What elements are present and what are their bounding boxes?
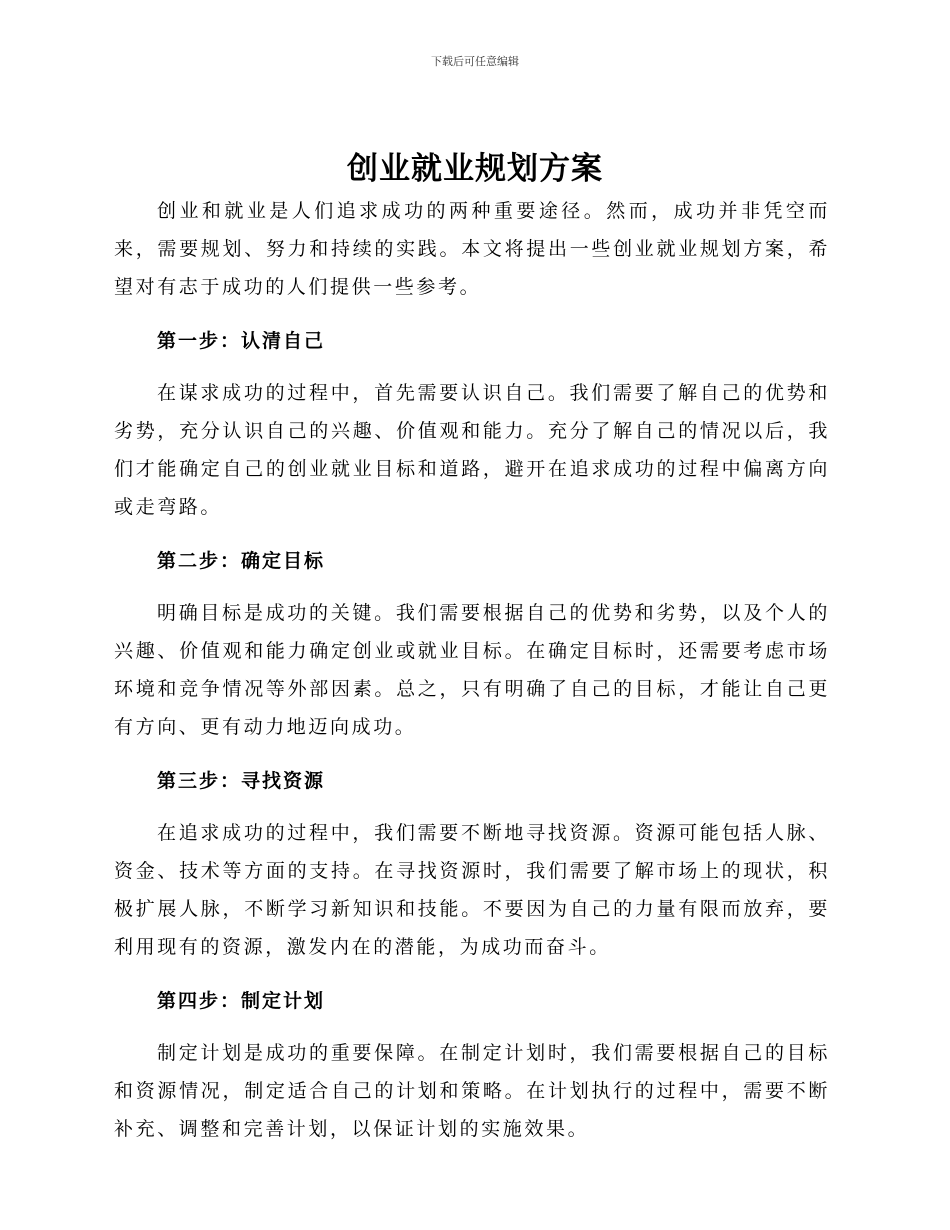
section-heading-3: 第三步：寻找资源: [157, 770, 326, 792]
document-body: [114, 192, 830, 1148]
section-body-3: 在追求成功的过程中，我们需要不断地寻找资源。资源可能包括人脉、资金、技术等方面的支持。在寻找资源时，我们需要了解市场上的现状，积极扩展人脉，不断学习新知识和技能。不要因为自己的力量有限而放弃，要利用现有的资源，激发内在的潜能，为成功而奋斗。: [114, 822, 830, 958]
intro-paragraph: 创业和就业是人们追求成功的两种重要途径。然而，成功并非凭空而来，需要规划、努力和持续的实践。本文将提出一些创业就业规划方案，希望对有志于成功的人们提供一些参考。: [114, 200, 830, 298]
section-heading-1: 第一步：认清自己: [157, 330, 326, 352]
section-body-4: 制定计划是成功的重要保障。在制定计划时，我们需要根据自己的目标和资源情况，制定适合自己的计划和策略。在计划执行的过程中，需要不断补充、调整和完善计划，以保证计划的实施效果。: [114, 1042, 830, 1140]
section-heading-4: 第四步：制定计划: [157, 990, 326, 1012]
document-title: 创业就业规划方案: [347, 151, 603, 187]
header-note: 下载后可任意编辑: [431, 55, 519, 68]
section-body-2: 明确目标是成功的关键。我们需要根据自己的优势和劣势，以及个人的兴趣、价值观和能力确定创业或就业目标。在确定目标时，还需要考虑市场环境和竞争情况等外部因素。总之，只有明确了自己的目标，才能让自己更有方向、更有动力地迈向成功。: [114, 602, 830, 738]
section-body-1: 在谋求成功的过程中，首先需要认识自己。我们需要了解自己的优势和劣势，充分认识自己的兴趣、价值观和能力。充分了解自己的情况以后，我们才能确定自己的创业就业目标和道路，避开在追求成功的过程中偏离方向或走弯路。: [114, 382, 830, 518]
section-heading-2: 第二步：确定目标: [157, 550, 326, 572]
